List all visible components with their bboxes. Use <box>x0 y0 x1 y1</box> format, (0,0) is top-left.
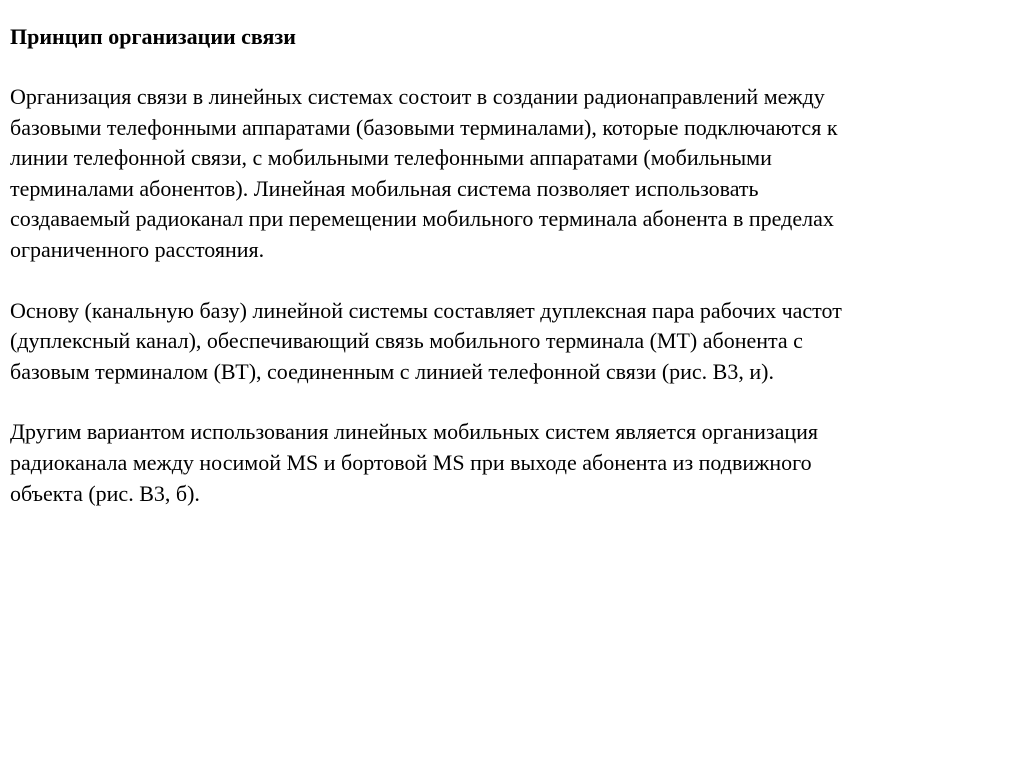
paragraph-line: Другим вариантом использования линейных мобильных систем является организация <box>10 419 819 445</box>
paragraph-line: базовым терминалом (ВТ), соединенным с линией телефонной связи (рис. В3, и). <box>10 358 774 384</box>
paragraph-line: создаваемый радиоканал при перемещении мобильного терминала абонента в пределах <box>10 206 834 232</box>
paragraph-2 <box>10 296 1014 388</box>
paragraph-line: радиоканала между носимой MS и бортовой MS при выходе абонента из подвижного <box>10 449 812 475</box>
paragraph-line: линии телефонной связи, с мобильными телефонными аппаратами (мобильными <box>10 145 772 171</box>
paragraph-line: терминалами абонентов). Линейная мобильная система позволяет использовать <box>10 175 759 201</box>
paragraph-line: Организация связи в линейных системах состоит в создании радионаправлений между <box>10 84 825 109</box>
document-title: Принцип организации связи <box>10 24 296 49</box>
paragraph-line: (дуплексный канал), обеспечивающий связь мобильного терминала (МТ) абонента с <box>10 328 803 354</box>
paragraph-line: Основу (канальную базу) линейной системы составляет дуплексная пара рабочих частот <box>10 297 842 323</box>
paragraph-1 <box>10 82 1014 266</box>
paragraph-line: ограниченного расстояния. <box>10 236 265 262</box>
paragraph-3 <box>10 417 1014 509</box>
paragraph-line: объекта (рис. В3, б). <box>10 480 200 506</box>
paragraph-line: базовыми телефонными аппаратами (базовыми терминалами), которые подключаются к <box>10 114 838 140</box>
